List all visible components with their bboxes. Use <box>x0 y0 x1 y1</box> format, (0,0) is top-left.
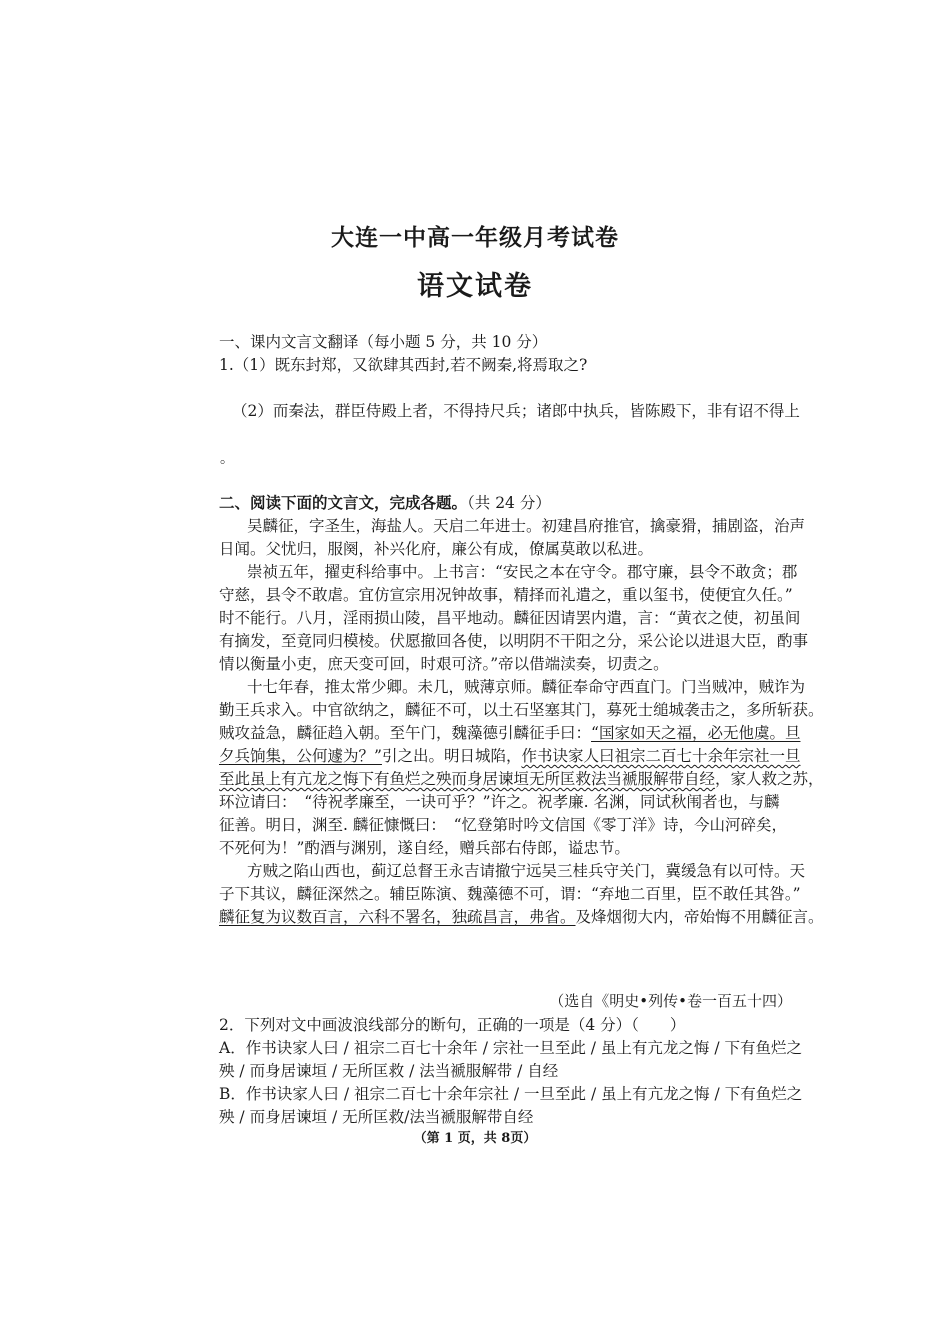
passage-p3-line1: 十七年春，推太常少卿。未几，贼薄京师。麟征奉命守西直门。门当贼冲，贼诈为 <box>247 678 806 696</box>
passage-p2-line2: 守慈，县令不敢虐。宜仿宣宗用况钟故事，精择而礼遣之，重以玺书，使便宜久任。” <box>219 586 793 604</box>
passage-p4-line2: 子下其议，麟征深然之。辅臣陈演、魏藻德不可，谓：“弃地二百里，臣不敢任其咎。” <box>219 885 801 903</box>
section2-score: （共 24 分） <box>467 494 551 512</box>
question1-part2: （2）而秦法，群臣侍殿上者，不得持尺兵；诸郎中执兵，皆陈殿下，非有诏不得上 <box>232 402 800 420</box>
option-b-line1: B．作书诀家人曰 / 祖宗二百七十余年宗社 / 一旦至此 / 虽上有亢龙之悔 / 下有鱼烂之 <box>219 1085 803 1103</box>
passage-p3-line3-text: 贼攻益急，麟征趋入朝。至午门，魏藻德引麟征手曰： <box>219 724 592 742</box>
passage-p4-line1: 方贼之陷山西也，蓟辽总督王永吉请撤宁远吴三桂兵守关门，冀缓急有以可恃。天 <box>247 862 806 880</box>
underlined-quote-start: “国家如天之福，必无他虞。旦 <box>591 724 801 742</box>
passage-source: （选自《明史•列传•卷一百五十四） <box>549 992 792 1010</box>
passage-p1-line2: 日闻。父忧归，服阕，补兴化府，廉公有成，僚属莫敢以私进。 <box>219 540 654 558</box>
passage-p2-line5: 情以衡量小吏，庶天变可回，时艰可济。”帝以借端渎奏，切责之。 <box>219 655 669 673</box>
passage-p2-line1: 崇祯五年，擢吏科给事中。上书言：“安民之本在守令。郡守廉，县令不敢贪；郡 <box>247 563 798 581</box>
option-a-line1: A．作书诀家人曰 / 祖宗二百七十余年 / 宗社一旦至此 / 虽上有亢龙之悔 / 下有鱼烂之 <box>219 1039 803 1057</box>
passage-p3-line5-text: ，家人救之苏， <box>715 770 824 788</box>
passage-p3-line4-text: 引之出。明日城陷， <box>381 747 522 765</box>
page-footer: （第 1 页，共 8页） <box>413 1131 537 1146</box>
underlined-quote-end: 夕兵饷集，公何遽为？” <box>219 747 382 765</box>
passage-p1-line1: 吴麟征，字圣生，海盐人。天启二年进士。初建昌府推官，擒豪猾，捕剧盗，治声 <box>247 517 806 535</box>
passage-p4-line3 <box>219 905 824 929</box>
section1-heading: 一、课内文言文翻译（每小题 5 分，共 10 分） <box>219 333 548 351</box>
passage-p3-line5 <box>219 767 824 791</box>
underlined-sentence: 麟征复为议数百言，六科不署名，独疏昌言，弗省。 <box>219 908 576 926</box>
question2-stem: 2．下列对文中画波浪线部分的断句，正确的一项是（4 分）（ ） <box>219 1016 686 1034</box>
passage-p3-line4 <box>219 744 800 768</box>
option-b-line2: 殃 / 而身居谏垣 / 无所匡救/法当褫服解带自经 <box>219 1108 534 1126</box>
question1-part2-end: 。 <box>220 451 234 467</box>
passage-p3-line6: 环泣请曰： “待祝孝廉至，一诀可乎？”许之。祝孝廉. 名渊，同试秋闱者也，与麟 <box>219 793 780 811</box>
passage-p3-line8: 不死何为！”酌酒与渊别，遂自经，赠兵部右侍郎，谥忠节。 <box>219 839 630 857</box>
passage-p3-line2: 勤王兵求入。中官欲纳之，麟征不可，以土石坚塞其门，募死士缒城袭击之，多所斩获。 <box>219 701 824 719</box>
exam-subtitle: 语文试卷 <box>417 271 533 302</box>
wavy-underline-end: 至此虽上有亢龙之悔下有鱼烂之殃而身居谏垣无所匡救法当褫服解带自经 <box>219 770 716 788</box>
question1-part1: 1.（1）既东封郑，又欲肆其西封,若不阙秦,将焉取之? <box>219 356 588 374</box>
passage-p3-line7: 征善。明日，渊至. 麟征慷慨曰： “忆登第时吟文信国《零丁洋》诗，今山河碎矣， <box>219 816 788 834</box>
passage-p3-line3 <box>219 721 800 745</box>
wavy-underline-start: 作书诀家人曰祖宗二百七十余年宗社一旦 <box>521 747 801 765</box>
option-a-line2: 殃 / 而身居谏垣 / 无所匡救 / 法当褫服解带 / 自经 <box>219 1062 559 1080</box>
section2-heading-text: 二、阅读下面的文言文，完成各题。 <box>219 493 468 512</box>
passage-p4-line3-text: 及烽烟彻大内，帝始悔不用麟征言。 <box>575 908 824 926</box>
exam-title: 大连一中高一年级月考试卷 <box>331 224 619 251</box>
passage-p2-line4: 有摘发，至竟同归模棱。伏愿撤回各使，以明阴不干阳之分，采公论以进退大臣，酌事 <box>219 632 809 650</box>
section2-heading <box>219 491 551 515</box>
passage-p2-line3: 时不能行。八月，淫雨损山陵，昌平地动。麟征因请罢内遣，言：“黄衣之使，初虽间 <box>219 609 801 627</box>
